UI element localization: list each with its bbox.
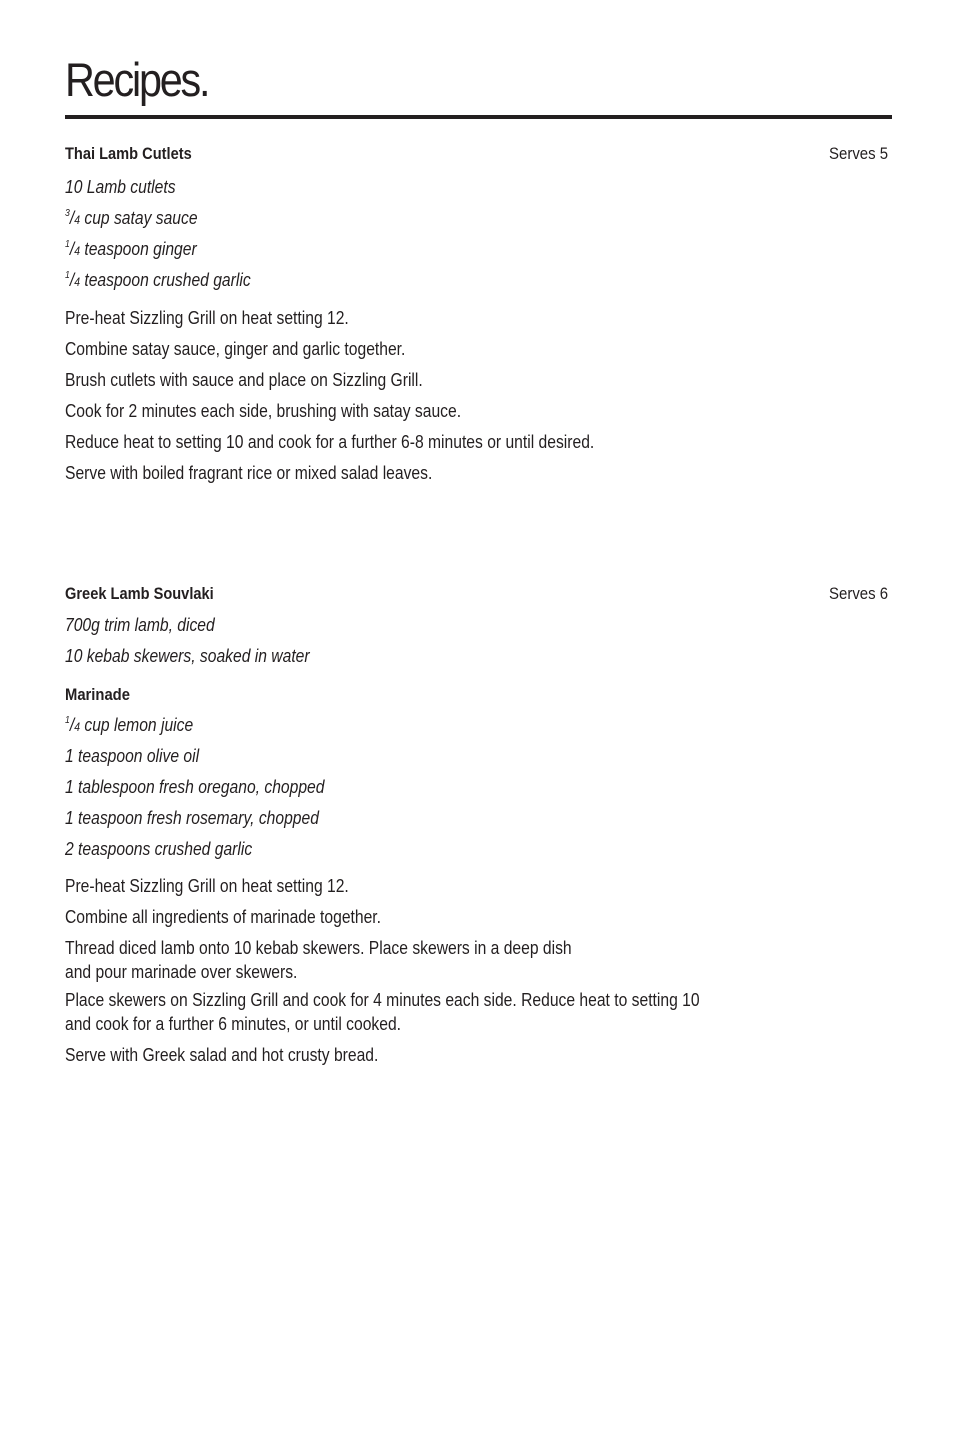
ingredient-item: $^1$/4 teaspoon crushed garlic	[65, 270, 251, 290]
ingredient-item: $^1$/4 cup lemon juice	[65, 715, 194, 735]
ingredient-item: $^3$/4 cup satay sauce	[65, 208, 198, 228]
marinade-heading: Marinade	[65, 685, 130, 704]
title-divider	[65, 115, 892, 119]
method-steps	[65, 871, 892, 1071]
method-step: Brush cutlets with sauce and place on Sizzling Grill.	[65, 370, 423, 390]
ingredient-item: 1 tablespoon fresh oregano, chopped	[65, 777, 325, 797]
ingredient-item: 1 teaspoon fresh rosemary, chopped	[65, 808, 319, 828]
ingredient-item: 1 teaspoon olive oil	[65, 746, 200, 766]
method-step: Cook for 2 minutes each side, brushing with satay sauce.	[65, 401, 462, 421]
recipe-greek-lamb-souvlaki	[65, 584, 892, 1071]
method-step: Serve with Greek salad and hot crusty bread.	[65, 1045, 379, 1065]
recipe-thai-lamb-cutlets	[65, 144, 892, 489]
ingredient-item: 10 kebab skewers, soaked in water	[65, 646, 310, 666]
method-step: Pre-heat Sizzling Grill on heat setting 12.	[65, 308, 349, 328]
ingredient-item: 10 Lamb cutlets	[65, 177, 176, 197]
ingredient-item: 2 teaspoons crushed garlic	[65, 839, 253, 859]
ingredient-item: $^1$/4 teaspoon ginger	[65, 239, 197, 259]
method-step: Thread diced lamb onto 10 kebab skewers. Place skewers in a deep dish and pour marinade over skewers.	[65, 938, 572, 982]
method-step: Serve with boiled fragrant rice or mixed salad leaves.	[65, 463, 433, 483]
recipe-header	[65, 144, 892, 168]
ingredient-list	[65, 610, 892, 672]
serves-count: Serves 6	[828, 584, 888, 603]
ingredient-item: 700g trim lamb, diced	[65, 615, 215, 635]
method-step: Place skewers on Sizzling Grill and cook for 4 minutes each side. Reduce heat to setting 10 and cook for a further 6 minutes, or until cooked.	[65, 990, 700, 1034]
serves-count: Serves 5	[828, 144, 888, 163]
recipe-title: Thai Lamb Cutlets	[65, 144, 192, 163]
ingredient-list	[65, 172, 892, 296]
marinade-list	[65, 710, 892, 865]
method-step: Reduce heat to setting 10 and cook for a further 6-8 minutes or until desired.	[65, 432, 595, 452]
page-title: Recipes.	[65, 53, 209, 106]
method-step: Combine satay sauce, ginger and garlic together.	[65, 339, 406, 359]
method-step: Combine all ingredients of marinade together.	[65, 907, 382, 927]
method-steps	[65, 303, 892, 489]
recipe-title: Greek Lamb Souvlaki	[65, 584, 214, 603]
recipe-header	[65, 584, 892, 608]
method-step: Pre-heat Sizzling Grill on heat setting 12.	[65, 876, 349, 896]
